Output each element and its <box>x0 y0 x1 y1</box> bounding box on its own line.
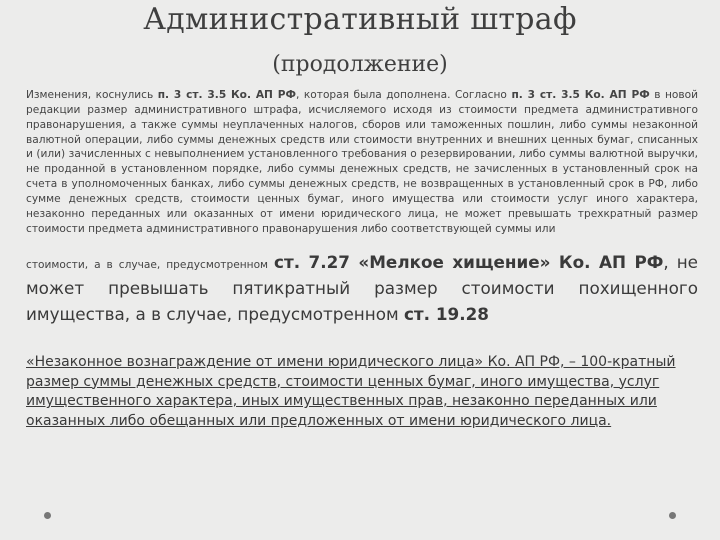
paragraph-fines-amendment <box>26 88 698 236</box>
p1-intro: Изменения, коснулись <box>26 89 158 101</box>
article-ref-3-5-a: п. 3 ст. 3.5 Ко. АП РФ <box>157 89 297 101</box>
p1-tail-big: , не может превышать пятикратный размер стоимости похищенного имущества, а в случае, предусмотренном <box>26 252 698 324</box>
article-ref-7-27: ст. 7.27 «Мелкое хищение» Ко. АП РФ <box>274 252 664 272</box>
article-ref-3-5-b: п. 3 ст. 3.5 Ко. АП РФ <box>511 89 650 101</box>
bullet-dot-right <box>669 512 676 519</box>
bullet-dot-left <box>44 512 51 519</box>
paragraph-fines-tail <box>26 251 698 329</box>
p1-body: в новой редакции размер административного штрафа, исчисляемого исходя из стоимости предмета административного правонарушения, а также суммы неуплаченных налогов, сборов или таможенных пошлин, либо суммы незаконной валютной операции, либо суммы денежных средств или стоимости внутренних и внешних ценных бумаг, списанных и (или) зачисленных с невыполнением установленного требования о резервировании, либо суммы валютной выручки, не проданной в установленном порядке, либо суммы денежных средств, не зачисленных в установленный срок на счета в уполномоченных банках, либо суммы денежных средств, не возвращенных в установленный срок в РФ, либо сумме денежных средств, стоимости ценных бумаг, иного имущества или стоимости услуг иного характера, незаконно переданных или оказанных от имени юридического лица, не может превышать трехкратный размер стоимости предмета административного правонарушения либо соответствующей суммы или <box>26 89 699 235</box>
slide-subtitle: (продолжение) <box>272 52 448 77</box>
p1-mid: , которая была дополнена. Согласно <box>296 89 512 101</box>
paragraph-illegal-remuneration: «Незаконное вознаграждение от имени юридического лица» Ко. АП РФ, – 100-кратный размер суммы денежных средств, стоимости ценных бумаг, иного имущества, услуг имущественного характера, иных имущественных прав, незаконно переданных или оказанных либо обещанных или предложенных от имени юридического лица. <box>26 354 676 429</box>
p1-tail-small: стоимости, а в случае, предусмотренном <box>26 259 275 271</box>
article-ref-19-28: ст. 19.28 <box>403 304 489 324</box>
slide-title: Административный штраф <box>143 2 577 37</box>
